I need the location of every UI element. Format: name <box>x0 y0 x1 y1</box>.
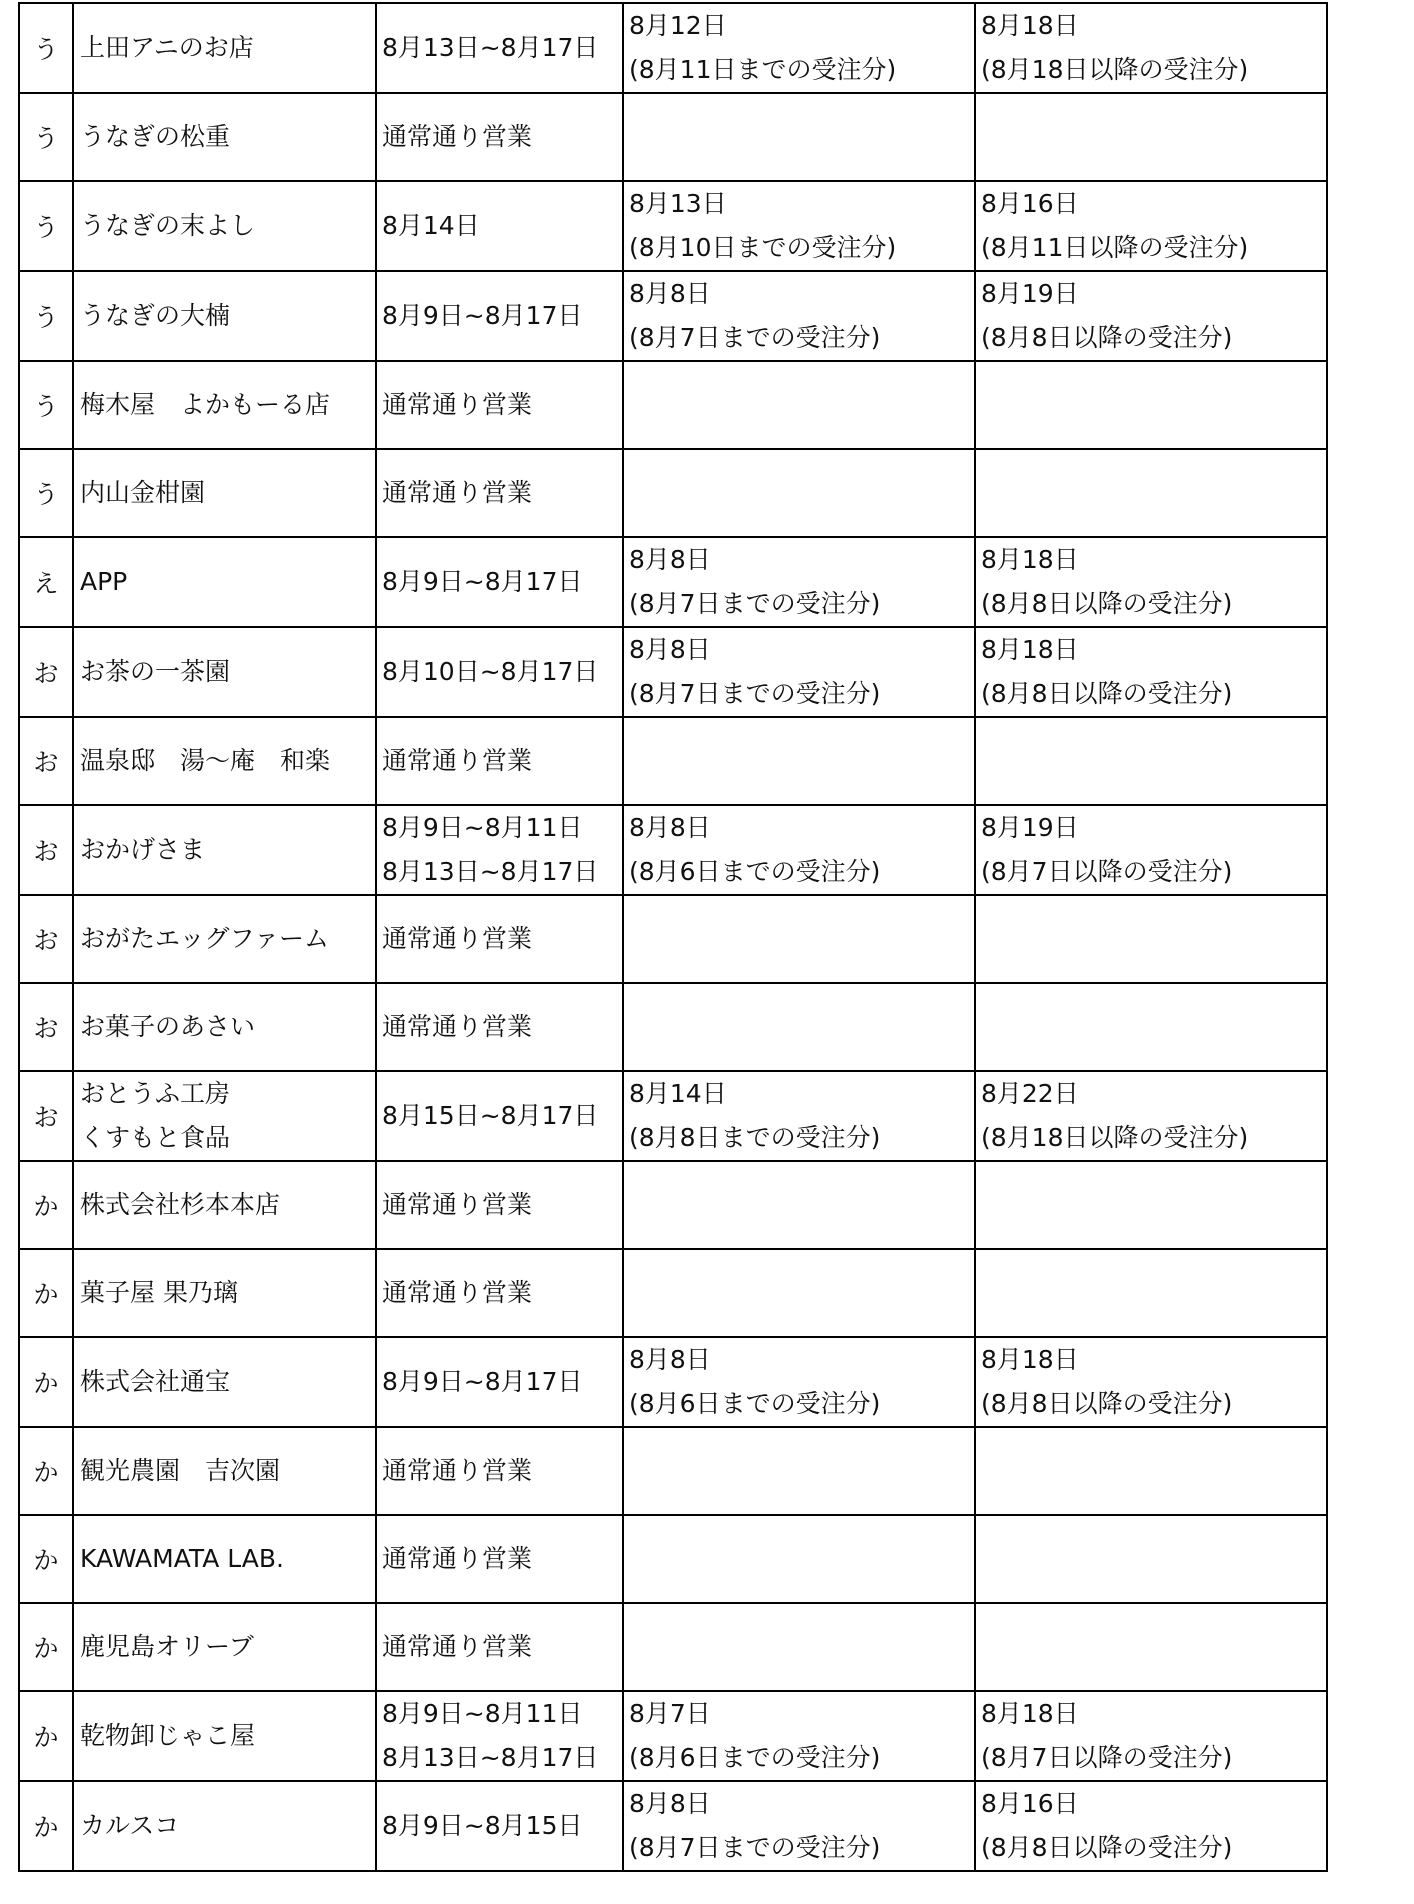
holiday-period-line: 8月9日~8月15日 <box>382 1811 583 1840</box>
kana-cell: お <box>19 983 73 1071</box>
kana-cell: お <box>19 627 73 717</box>
kana-cell: か <box>19 1515 73 1603</box>
last-shipping-line: 8月12日 <box>629 11 727 40</box>
first-shipping-line: 8月16日 <box>981 189 1079 218</box>
table-row <box>19 1161 1327 1249</box>
kana-cell: か <box>19 1781 73 1871</box>
shop-name-line: 温泉邸 湯～庵 和楽 <box>80 746 331 775</box>
holiday-period-line: 8月9日~8月17日 <box>382 301 583 330</box>
shop-name-line: 乾物卸じゃこ屋 <box>80 1721 256 1750</box>
shop-name-cell <box>73 271 376 361</box>
first-shipping-line: (8月18日以降の受注分) <box>981 55 1249 84</box>
table-row <box>19 537 1327 627</box>
holiday-period-cell <box>376 1249 623 1337</box>
shop-name-cell <box>73 537 376 627</box>
holiday-period-line: 8月10日~8月17日 <box>382 657 599 686</box>
table-row <box>19 717 1327 805</box>
last-shipping-cell <box>623 537 975 627</box>
last-shipping-cell <box>623 983 975 1071</box>
shop-name-line: おかげさま <box>80 835 206 864</box>
shop-name-cell <box>73 1427 376 1515</box>
first-shipping-line: (8月8日以降の受注分) <box>981 1389 1233 1418</box>
shop-name-line: 菓子屋 果乃璃 <box>80 1278 238 1307</box>
shop-name-line: 株式会社通宝 <box>80 1367 231 1396</box>
holiday-period-cell <box>376 627 623 717</box>
kana-cell: お <box>19 895 73 983</box>
first-shipping-line: 8月18日 <box>981 1345 1079 1374</box>
last-shipping-cell <box>623 361 975 449</box>
last-shipping-line: 8月8日 <box>629 1789 711 1818</box>
shop-name-cell <box>73 1691 376 1781</box>
shop-name-line: お菓子のあさい <box>80 1012 256 1041</box>
holiday-period-line: 通常通り営業 <box>382 1544 533 1573</box>
holiday-period-cell <box>376 983 623 1071</box>
last-shipping-cell <box>623 1603 975 1691</box>
first-shipping-cell <box>975 1515 1327 1603</box>
first-shipping-cell <box>975 1781 1327 1871</box>
last-shipping-line: 8月8日 <box>629 545 711 574</box>
shop-name-cell <box>73 1337 376 1427</box>
kana-cell: お <box>19 717 73 805</box>
shop-name-cell <box>73 1161 376 1249</box>
first-shipping-line: (8月7日以降の受注分) <box>981 857 1233 886</box>
shop-name-line: お茶の一茶園 <box>80 657 231 686</box>
holiday-period-line: 通常通り営業 <box>382 478 533 507</box>
first-shipping-cell <box>975 1249 1327 1337</box>
last-shipping-line: 8月7日 <box>629 1699 711 1728</box>
shop-name-line: うなぎの大楠 <box>80 301 231 330</box>
first-shipping-line: 8月19日 <box>981 279 1079 308</box>
first-shipping-cell <box>975 361 1327 449</box>
last-shipping-cell <box>623 3 975 93</box>
kana-cell: か <box>19 1691 73 1781</box>
holiday-period-cell <box>376 717 623 805</box>
holiday-period-cell <box>376 1337 623 1427</box>
shop-name-line: 梅木屋 よかもーる店 <box>80 390 331 419</box>
last-shipping-cell <box>623 93 975 181</box>
shop-name-line: 観光農園 吉次園 <box>80 1456 281 1485</box>
holiday-period-cell <box>376 895 623 983</box>
holiday-period-cell <box>376 537 623 627</box>
last-shipping-line: (8月7日までの受注分) <box>629 589 881 618</box>
last-shipping-cell <box>623 1427 975 1515</box>
table-row <box>19 271 1327 361</box>
holiday-period-line: 通常通り営業 <box>382 1190 533 1219</box>
table-body <box>19 3 1327 1871</box>
first-shipping-cell <box>975 805 1327 895</box>
first-shipping-cell <box>975 983 1327 1071</box>
shop-name-line: カルスコ <box>80 1811 180 1840</box>
first-shipping-line: 8月19日 <box>981 813 1079 842</box>
shop-name-line: おとうふ工房 <box>80 1079 231 1108</box>
holiday-period-line: 通常通り営業 <box>382 390 533 419</box>
last-shipping-line: 8月8日 <box>629 813 711 842</box>
first-shipping-cell <box>975 1427 1327 1515</box>
last-shipping-cell <box>623 449 975 537</box>
first-shipping-cell <box>975 1161 1327 1249</box>
last-shipping-line: (8月7日までの受注分) <box>629 679 881 708</box>
first-shipping-cell <box>975 271 1327 361</box>
first-shipping-cell <box>975 537 1327 627</box>
last-shipping-cell <box>623 627 975 717</box>
shop-name-cell <box>73 361 376 449</box>
kana-cell: お <box>19 805 73 895</box>
shop-name-line: 上田アニのお店 <box>80 33 254 62</box>
table-row <box>19 1603 1327 1691</box>
holiday-period-cell <box>376 361 623 449</box>
last-shipping-cell <box>623 271 975 361</box>
table-row <box>19 3 1327 93</box>
table-row <box>19 1691 1327 1781</box>
kana-cell: え <box>19 537 73 627</box>
table-row <box>19 1071 1327 1161</box>
last-shipping-cell <box>623 1249 975 1337</box>
shop-name-line: KAWAMATA LAB. <box>80 1544 284 1573</box>
table-row <box>19 805 1327 895</box>
first-shipping-cell <box>975 93 1327 181</box>
holiday-period-line: 8月14日 <box>382 211 480 240</box>
shop-name-line: APP <box>80 567 128 596</box>
kana-cell: う <box>19 3 73 93</box>
holiday-period-line: 8月9日~8月17日 <box>382 1367 583 1396</box>
shop-name-cell <box>73 1515 376 1603</box>
last-shipping-line: (8月11日までの受注分) <box>629 55 897 84</box>
table-row <box>19 895 1327 983</box>
last-shipping-cell <box>623 1071 975 1161</box>
holiday-period-line: 通常通り営業 <box>382 924 533 953</box>
last-shipping-cell <box>623 717 975 805</box>
first-shipping-cell <box>975 3 1327 93</box>
first-shipping-cell <box>975 449 1327 537</box>
holiday-period-cell <box>376 1781 623 1871</box>
holiday-period-line: 通常通り営業 <box>382 1012 533 1041</box>
holiday-period-line: 8月9日~8月17日 <box>382 567 583 596</box>
last-shipping-line: 8月14日 <box>629 1079 727 1108</box>
kana-cell: か <box>19 1337 73 1427</box>
kana-cell: う <box>19 271 73 361</box>
kana-cell: か <box>19 1427 73 1515</box>
holiday-period-cell <box>376 93 623 181</box>
last-shipping-line: 8月8日 <box>629 1345 711 1374</box>
first-shipping-line: (8月8日以降の受注分) <box>981 679 1233 708</box>
shop-name-line: 内山金柑園 <box>80 478 206 507</box>
first-shipping-line: (8月11日以降の受注分) <box>981 233 1249 262</box>
shop-name-cell <box>73 3 376 93</box>
first-shipping-line: 8月22日 <box>981 1079 1079 1108</box>
first-shipping-line: 8月18日 <box>981 11 1079 40</box>
shop-name-cell <box>73 1603 376 1691</box>
last-shipping-cell <box>623 1781 975 1871</box>
first-shipping-cell <box>975 895 1327 983</box>
table-row <box>19 1781 1327 1871</box>
shop-name-cell <box>73 1781 376 1871</box>
shop-name-line: うなぎの末よし <box>80 211 256 240</box>
shop-name-cell <box>73 717 376 805</box>
holiday-period-cell <box>376 805 623 895</box>
table-row <box>19 1337 1327 1427</box>
shop-name-cell <box>73 805 376 895</box>
table-row <box>19 1249 1327 1337</box>
shop-name-cell <box>73 93 376 181</box>
first-shipping-line: (8月8日以降の受注分) <box>981 1833 1233 1862</box>
table-row <box>19 1427 1327 1515</box>
first-shipping-cell <box>975 1071 1327 1161</box>
first-shipping-line: 8月18日 <box>981 1699 1079 1728</box>
last-shipping-line: (8月7日までの受注分) <box>629 1833 881 1862</box>
first-shipping-line: (8月7日以降の受注分) <box>981 1743 1233 1772</box>
shop-name-line: 株式会社杉本本店 <box>80 1190 281 1219</box>
holiday-period-cell <box>376 1515 623 1603</box>
shop-name-cell <box>73 983 376 1071</box>
first-shipping-line: 8月18日 <box>981 545 1079 574</box>
shop-name-cell <box>73 1071 376 1161</box>
kana-cell: う <box>19 449 73 537</box>
holiday-period-cell <box>376 1603 623 1691</box>
shop-name-line: くすもと食品 <box>80 1123 231 1152</box>
holiday-period-line: 通常通り営業 <box>382 746 533 775</box>
last-shipping-line: (8月8日までの受注分) <box>629 1123 881 1152</box>
first-shipping-cell <box>975 1603 1327 1691</box>
holiday-period-line: 8月13日~8月17日 <box>382 1743 599 1772</box>
table-row <box>19 361 1327 449</box>
last-shipping-line: 8月8日 <box>629 279 711 308</box>
last-shipping-line: (8月6日までの受注分) <box>629 1389 881 1418</box>
holiday-period-cell <box>376 1691 623 1781</box>
last-shipping-line: 8月13日 <box>629 189 727 218</box>
last-shipping-cell <box>623 1691 975 1781</box>
shop-name-cell <box>73 449 376 537</box>
holiday-period-line: 8月13日~8月17日 <box>382 857 599 886</box>
last-shipping-line: (8月7日までの受注分) <box>629 323 881 352</box>
first-shipping-line: (8月8日以降の受注分) <box>981 589 1233 618</box>
first-shipping-cell <box>975 1337 1327 1427</box>
holiday-period-line: 8月9日~8月11日 <box>382 1699 583 1728</box>
holiday-period-cell <box>376 3 623 93</box>
last-shipping-line: (8月6日までの受注分) <box>629 857 881 886</box>
shop-name-cell <box>73 1249 376 1337</box>
holiday-period-line: 通常通り営業 <box>382 1278 533 1307</box>
table-row <box>19 181 1327 271</box>
holiday-period-cell <box>376 1071 623 1161</box>
first-shipping-cell <box>975 181 1327 271</box>
last-shipping-line: 8月8日 <box>629 635 711 664</box>
table-row <box>19 449 1327 537</box>
last-shipping-cell <box>623 1161 975 1249</box>
last-shipping-line: (8月6日までの受注分) <box>629 1743 881 1772</box>
kana-cell: う <box>19 93 73 181</box>
kana-cell: か <box>19 1249 73 1337</box>
first-shipping-line: 8月16日 <box>981 1789 1079 1818</box>
last-shipping-line: (8月10日までの受注分) <box>629 233 897 262</box>
table-row <box>19 627 1327 717</box>
kana-cell: か <box>19 1161 73 1249</box>
holiday-period-cell <box>376 1427 623 1515</box>
holiday-period-line: 通常通り営業 <box>382 1632 533 1661</box>
last-shipping-cell <box>623 181 975 271</box>
first-shipping-cell <box>975 1691 1327 1781</box>
kana-cell: う <box>19 361 73 449</box>
last-shipping-cell <box>623 1515 975 1603</box>
holiday-period-line: 通常通り営業 <box>382 1456 533 1485</box>
kana-cell: う <box>19 181 73 271</box>
holiday-period-cell <box>376 181 623 271</box>
table-row <box>19 983 1327 1071</box>
shop-name-line: うなぎの松重 <box>80 122 231 151</box>
first-shipping-line: 8月18日 <box>981 635 1079 664</box>
shop-name-cell <box>73 181 376 271</box>
holiday-period-line: 8月13日~8月17日 <box>382 33 599 62</box>
shop-holiday-table <box>18 2 1328 1872</box>
holiday-period-cell <box>376 1161 623 1249</box>
holiday-period-line: 8月15日~8月17日 <box>382 1101 599 1130</box>
last-shipping-cell <box>623 805 975 895</box>
first-shipping-cell <box>975 627 1327 717</box>
table-row <box>19 93 1327 181</box>
shop-name-cell <box>73 627 376 717</box>
first-shipping-cell <box>975 717 1327 805</box>
holiday-period-line: 通常通り営業 <box>382 122 533 151</box>
last-shipping-cell <box>623 1337 975 1427</box>
holiday-period-cell <box>376 449 623 537</box>
shop-name-line: おがたエッグファーム <box>80 924 330 953</box>
table-row <box>19 1515 1327 1603</box>
holiday-period-line: 8月9日~8月11日 <box>382 813 583 842</box>
last-shipping-cell <box>623 895 975 983</box>
holiday-period-cell <box>376 271 623 361</box>
shop-name-cell <box>73 895 376 983</box>
first-shipping-line: (8月8日以降の受注分) <box>981 323 1233 352</box>
first-shipping-line: (8月18日以降の受注分) <box>981 1123 1249 1152</box>
kana-cell: か <box>19 1603 73 1691</box>
kana-cell: お <box>19 1071 73 1161</box>
shop-name-line: 鹿児島オリーブ <box>80 1632 254 1661</box>
